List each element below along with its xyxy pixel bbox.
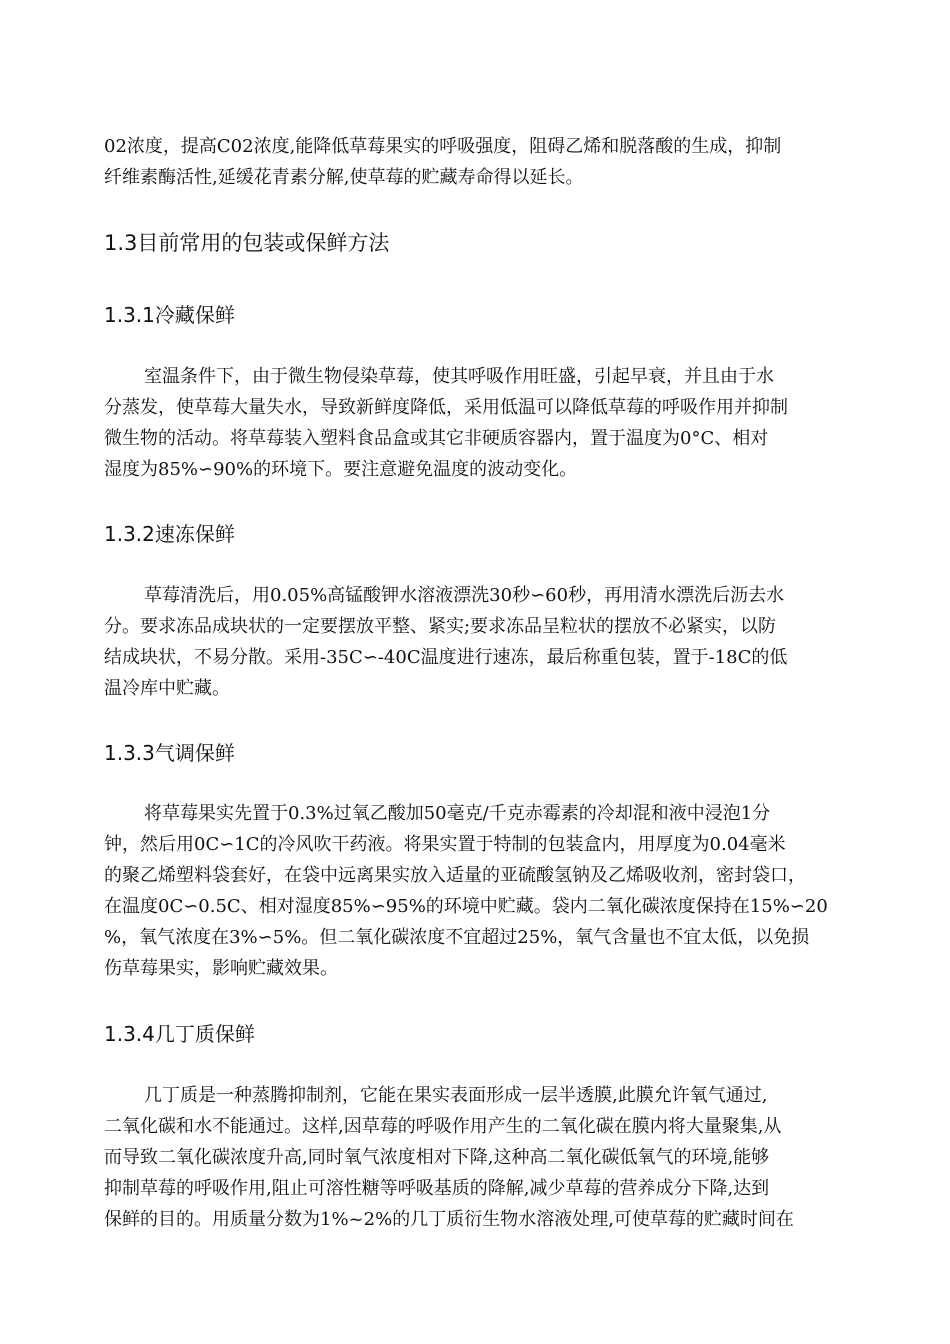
paragraph-line: 在温度0C∽0.5C、相对湿度85%∽95%的环境中贮藏。袋内二氧化碳浓度保持在15%∽20 bbox=[104, 896, 828, 917]
paragraph-line: 微生物的活动。将草莓装入塑料食品盒或其它非硬质容器内，置于温度为0°C、相对 bbox=[104, 428, 769, 449]
paragraph-line: 几丁质是一种蒸腾抑制剂，它能在果实表面形成一层半透膜,此膜允许氧气通过, bbox=[144, 1085, 768, 1106]
section-heading-1-3-3: 1.3.3气调保鲜 bbox=[104, 741, 235, 765]
section-heading-1-3-2: 1.3.2速冻保鲜 bbox=[104, 522, 235, 546]
paragraph-line: 纤维素酶活性,延缓花青素分解,使草莓的贮藏寿命得以延长。 bbox=[104, 167, 584, 188]
paragraph-line: 草莓清洗后，用0.05%高锰酸钾水溶液漂洗30秒∽60秒，再用清水漂洗后沥去水 bbox=[144, 585, 785, 606]
paragraph-cold-storage bbox=[104, 361, 844, 485]
paragraph-chitin bbox=[104, 1080, 844, 1235]
paragraph-line: 伤草莓果实，影响贮藏效果。 bbox=[104, 958, 338, 979]
paragraph-line: 分蒸发，使草莓大量失水，导致新鲜度降低，采用低温可以降低草莓的呼吸作用并抑制 bbox=[104, 397, 788, 418]
paragraph-line: 分。要求冻品成块状的一定要摆放平整、紧实;要求冻品呈粒状的摆放不必紧实，以防 bbox=[104, 616, 777, 637]
paragraph-controlled-atmosphere bbox=[104, 798, 844, 984]
paragraph-line: 湿度为85%∽90%的环境下。要注意避免温度的波动变化。 bbox=[104, 459, 578, 480]
paragraph-line: 二氧化碳和水不能通过。这样,因草莓的呼吸作用产生的二氧化碳在膜内将大量聚集,从 bbox=[104, 1116, 782, 1137]
section-heading-1-3-4: 1.3.4几丁质保鲜 bbox=[104, 1022, 255, 1046]
paragraph-line: 室温条件下，由于微生物侵染草莓，使其呼吸作用旺盛，引起早衰，并且由于水 bbox=[144, 366, 774, 387]
section-heading-1-3: 1.3目前常用的包装或保鲜方法 bbox=[104, 231, 390, 255]
paragraph-line: 温冷库中贮藏。 bbox=[104, 678, 230, 699]
intro-paragraph bbox=[104, 131, 844, 193]
paragraph-line: 而导致二氧化碳浓度升高,同时氧气浓度相对下降,这种高二氧化碳低氧气的环境,能够 bbox=[104, 1147, 770, 1168]
paragraph-line: 将草莓果实先置于0.3%过氧乙酸加50毫克/千克赤霉素的冷却混和液中浸泡1分 bbox=[144, 803, 771, 824]
paragraph-line: 保鲜的目的。用质量分数为1%~2%的几丁质衍生物水溶液处理,可使草莓的贮藏时间在 bbox=[104, 1209, 794, 1230]
paragraph-line: %，氧气浓度在3%∽5%。但二氧化碳浓度不宜超过25%，氧气含量也不宜太低，以免损 bbox=[104, 927, 810, 948]
paragraph-line: 钟，然后用0C∽1C的冷风吹干药液。将果实置于特制的包装盒内，用厚度为0.04毫米 bbox=[104, 834, 786, 855]
section-heading-1-3-1: 1.3.1冷藏保鲜 bbox=[104, 303, 235, 327]
paragraph-quick-freeze bbox=[104, 580, 844, 704]
paragraph-line: 的聚乙烯塑料袋套好，在袋中远离果实放入适量的亚硫酸氢钠及乙烯吸收剂，密封袋口， bbox=[104, 865, 806, 886]
paragraph-line: 02浓度，提高C02浓度,能降低草莓果实的呼吸强度，阻碍乙烯和脱落酸的生成，抑制 bbox=[104, 136, 782, 157]
paragraph-line: 结成块状，不易分散。采用-35C∽-40C温度进行速冻，最后称重包装，置于-18C的低 bbox=[104, 647, 788, 668]
paragraph-line: 抑制草莓的呼吸作用,阻止可溶性糖等呼吸基质的降解,减少草莓的营养成分下降,达到 bbox=[104, 1178, 770, 1199]
